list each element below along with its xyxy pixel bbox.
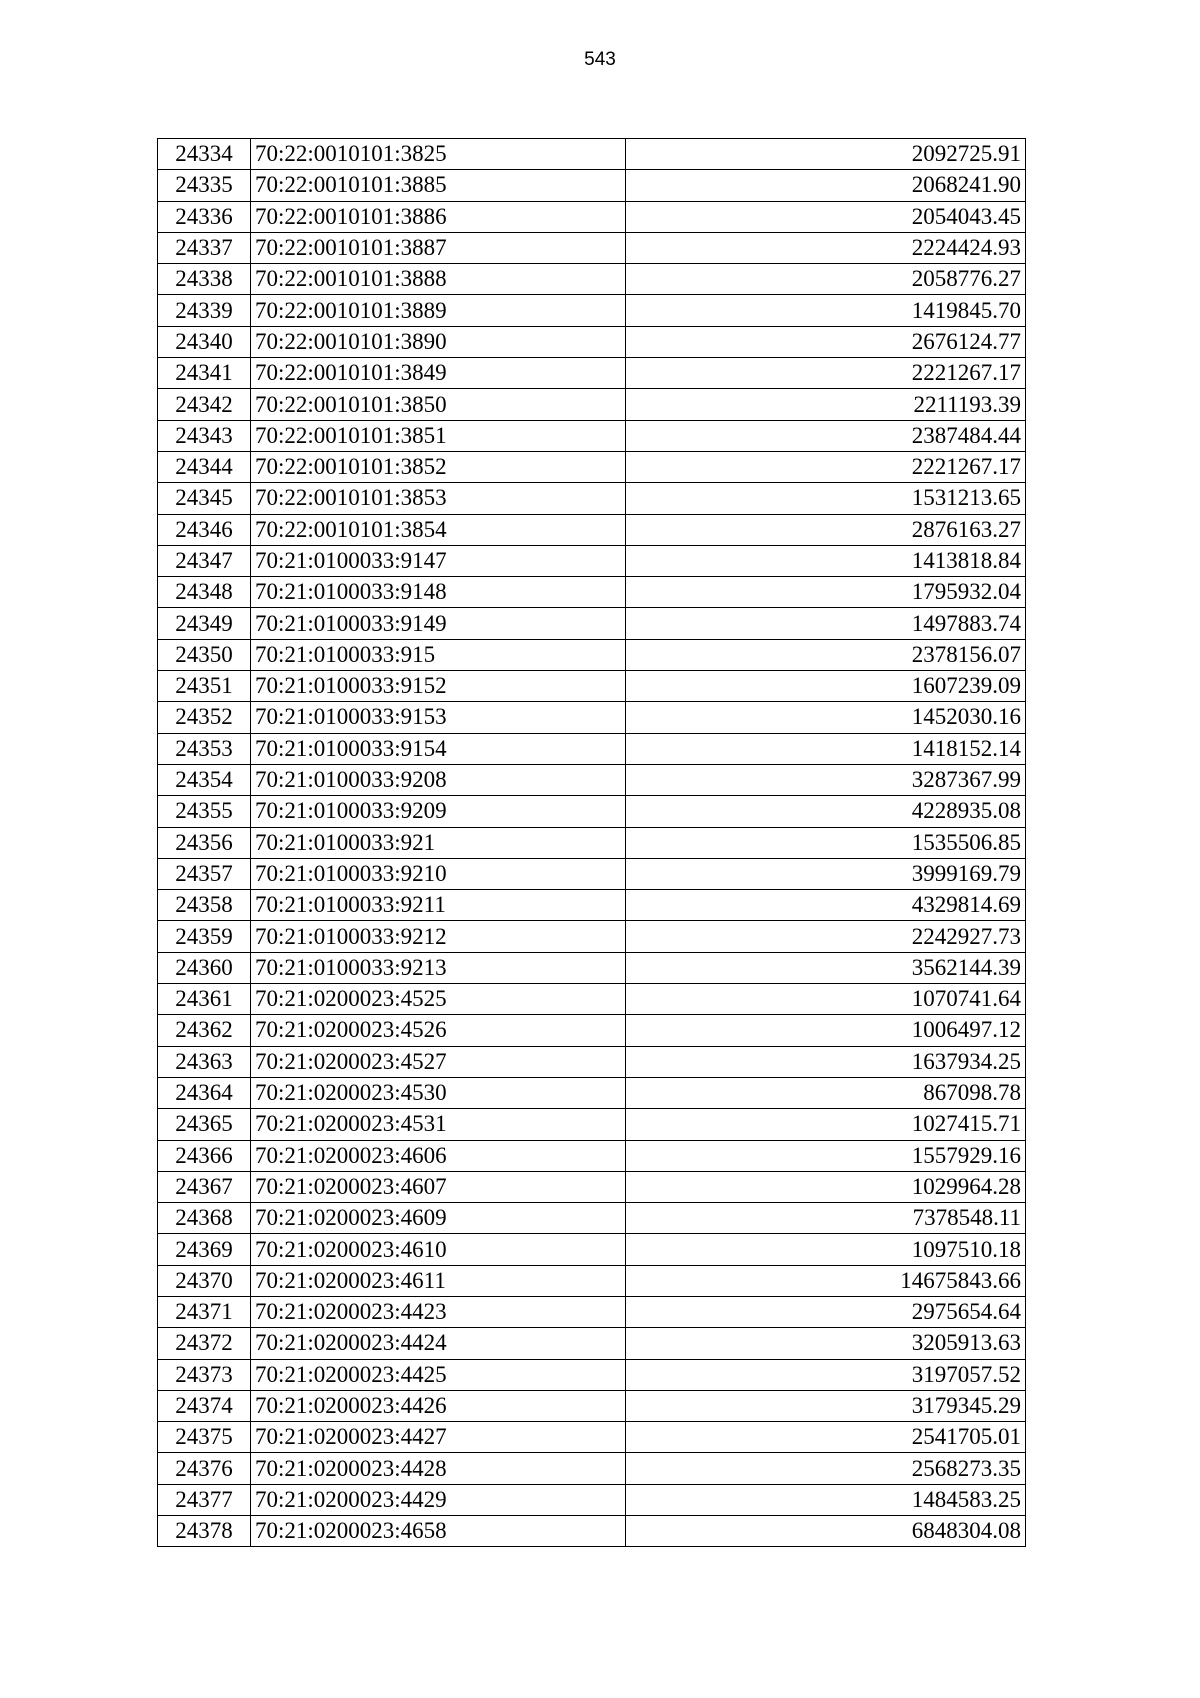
table-row <box>158 1265 1026 1296</box>
value-cell: 2211193.39 <box>626 389 1026 420</box>
row-number-cell: 24352 <box>158 702 251 733</box>
value-cell: 2058776.27 <box>626 264 1026 295</box>
value-cell: 867098.78 <box>626 1077 1026 1108</box>
table-row <box>158 577 1026 608</box>
table-row <box>158 1359 1026 1390</box>
cadastral-number-cell: 70:21:0200023:4527 <box>251 1046 626 1077</box>
value-cell: 6848304.08 <box>626 1516 1026 1547</box>
value-cell: 14675843.66 <box>626 1265 1026 1296</box>
row-number-cell: 24370 <box>158 1265 251 1296</box>
value-cell: 2242927.73 <box>626 921 1026 952</box>
cadastral-number-cell: 70:21:0200023:4610 <box>251 1234 626 1265</box>
table-row <box>158 1046 1026 1077</box>
table-row <box>158 420 1026 451</box>
value-cell: 2092725.91 <box>626 139 1026 170</box>
cadastral-number-cell: 70:21:0100033:915 <box>251 639 626 670</box>
table-row <box>158 1140 1026 1171</box>
row-number-cell: 24340 <box>158 326 251 357</box>
row-number-cell: 24345 <box>158 483 251 514</box>
row-number-cell: 24367 <box>158 1171 251 1202</box>
row-number-cell: 24346 <box>158 514 251 545</box>
table-row <box>158 1077 1026 1108</box>
row-number-cell: 24364 <box>158 1077 251 1108</box>
table-row <box>158 1328 1026 1359</box>
row-number-cell: 24365 <box>158 1109 251 1140</box>
cadastral-number-cell: 70:21:0200023:4526 <box>251 1015 626 1046</box>
value-cell: 3197057.52 <box>626 1359 1026 1390</box>
row-number-cell: 24360 <box>158 952 251 983</box>
cadastral-number-cell: 70:21:0200023:4607 <box>251 1171 626 1202</box>
value-cell: 2975654.64 <box>626 1296 1026 1327</box>
row-number-cell: 24362 <box>158 1015 251 1046</box>
table-row <box>158 1171 1026 1202</box>
cadastral-number-cell: 70:21:0100033:9213 <box>251 952 626 983</box>
row-number-cell: 24337 <box>158 232 251 263</box>
cadastral-number-cell: 70:21:0200023:4426 <box>251 1390 626 1421</box>
value-cell: 1497883.74 <box>626 608 1026 639</box>
cadastral-number-cell: 70:21:0100033:9209 <box>251 796 626 827</box>
value-cell: 3562144.39 <box>626 952 1026 983</box>
table-row <box>158 451 1026 482</box>
cadastral-number-cell: 70:22:0010101:3853 <box>251 483 626 514</box>
cadastral-number-cell: 70:21:0200023:4530 <box>251 1077 626 1108</box>
row-number-cell: 24372 <box>158 1328 251 1359</box>
cadastral-number-cell: 70:21:0200023:4611 <box>251 1265 626 1296</box>
row-number-cell: 24344 <box>158 451 251 482</box>
row-number-cell: 24371 <box>158 1296 251 1327</box>
cadastral-number-cell: 70:21:0100033:9152 <box>251 671 626 702</box>
cadastral-value-table <box>157 138 1026 1547</box>
value-cell: 1006497.12 <box>626 1015 1026 1046</box>
value-cell: 2676124.77 <box>626 326 1026 357</box>
table-row <box>158 170 1026 201</box>
row-number-cell: 24375 <box>158 1422 251 1453</box>
row-number-cell: 24363 <box>158 1046 251 1077</box>
row-number-cell: 24341 <box>158 358 251 389</box>
row-number-cell: 24366 <box>158 1140 251 1171</box>
row-number-cell: 24338 <box>158 264 251 295</box>
cadastral-number-cell: 70:21:0200023:4525 <box>251 984 626 1015</box>
table-row <box>158 1109 1026 1140</box>
value-cell: 2224424.93 <box>626 232 1026 263</box>
row-number-cell: 24369 <box>158 1234 251 1265</box>
row-number-cell: 24374 <box>158 1390 251 1421</box>
table-row <box>158 1453 1026 1484</box>
cadastral-number-cell: 70:21:0200023:4429 <box>251 1484 626 1515</box>
value-cell: 3999169.79 <box>626 858 1026 889</box>
value-cell: 2387484.44 <box>626 420 1026 451</box>
table-row <box>158 358 1026 389</box>
cadastral-number-cell: 70:22:0010101:3850 <box>251 389 626 420</box>
value-cell: 7378548.11 <box>626 1203 1026 1234</box>
row-number-cell: 24350 <box>158 639 251 670</box>
cadastral-number-cell: 70:21:0200023:4531 <box>251 1109 626 1140</box>
row-number-cell: 24355 <box>158 796 251 827</box>
table-row <box>158 483 1026 514</box>
value-cell: 1531213.65 <box>626 483 1026 514</box>
cadastral-number-cell: 70:22:0010101:3890 <box>251 326 626 357</box>
cadastral-number-cell: 70:22:0010101:3825 <box>251 139 626 170</box>
cadastral-number-cell: 70:21:0100033:9148 <box>251 577 626 608</box>
row-number-cell: 24336 <box>158 201 251 232</box>
cadastral-number-cell: 70:21:0100033:9208 <box>251 764 626 795</box>
cadastral-number-cell: 70:22:0010101:3888 <box>251 264 626 295</box>
value-cell: 1452030.16 <box>626 702 1026 733</box>
row-number-cell: 24334 <box>158 139 251 170</box>
value-cell: 1535506.85 <box>626 827 1026 858</box>
cadastral-number-cell: 70:21:0200023:4423 <box>251 1296 626 1327</box>
table-row <box>158 827 1026 858</box>
cadastral-number-cell: 70:21:0200023:4606 <box>251 1140 626 1171</box>
cadastral-number-cell: 70:22:0010101:3852 <box>251 451 626 482</box>
cadastral-number-cell: 70:22:0010101:3849 <box>251 358 626 389</box>
cadastral-number-cell: 70:21:0100033:9212 <box>251 921 626 952</box>
cadastral-number-cell: 70:21:0200023:4424 <box>251 1328 626 1359</box>
row-number-cell: 24354 <box>158 764 251 795</box>
table-row <box>158 858 1026 889</box>
table-row <box>158 326 1026 357</box>
table-row <box>158 232 1026 263</box>
row-number-cell: 24342 <box>158 389 251 420</box>
value-cell: 4228935.08 <box>626 796 1026 827</box>
row-number-cell: 24348 <box>158 577 251 608</box>
table-row <box>158 733 1026 764</box>
value-cell: 1027415.71 <box>626 1109 1026 1140</box>
table-row <box>158 671 1026 702</box>
row-number-cell: 24356 <box>158 827 251 858</box>
cadastral-number-cell: 70:21:0200023:4428 <box>251 1453 626 1484</box>
table-row <box>158 952 1026 983</box>
value-cell: 1484583.25 <box>626 1484 1026 1515</box>
table-row <box>158 264 1026 295</box>
cadastral-number-cell: 70:21:0100033:921 <box>251 827 626 858</box>
cadastral-number-cell: 70:22:0010101:3889 <box>251 295 626 326</box>
value-cell: 1419845.70 <box>626 295 1026 326</box>
value-cell: 1413818.84 <box>626 545 1026 576</box>
row-number-cell: 24351 <box>158 671 251 702</box>
value-cell: 2054043.45 <box>626 201 1026 232</box>
value-cell: 1418152.14 <box>626 733 1026 764</box>
table-row <box>158 1516 1026 1547</box>
cadastral-number-cell: 70:21:0100033:9154 <box>251 733 626 764</box>
table-row <box>158 984 1026 1015</box>
value-cell: 3287367.99 <box>626 764 1026 795</box>
table-row <box>158 764 1026 795</box>
cadastral-number-cell: 70:21:0100033:9149 <box>251 608 626 639</box>
row-number-cell: 24343 <box>158 420 251 451</box>
value-cell: 3205913.63 <box>626 1328 1026 1359</box>
cadastral-number-cell: 70:21:0100033:9210 <box>251 858 626 889</box>
row-number-cell: 24378 <box>158 1516 251 1547</box>
cadastral-number-cell: 70:22:0010101:3886 <box>251 201 626 232</box>
table-row <box>158 1015 1026 1046</box>
table-row <box>158 1296 1026 1327</box>
row-number-cell: 24335 <box>158 170 251 201</box>
cadastral-number-cell: 70:22:0010101:3887 <box>251 232 626 263</box>
table-row <box>158 139 1026 170</box>
row-number-cell: 24376 <box>158 1453 251 1484</box>
cadastral-number-cell: 70:21:0100033:9211 <box>251 890 626 921</box>
row-number-cell: 24357 <box>158 858 251 889</box>
table-row <box>158 796 1026 827</box>
table-row <box>158 608 1026 639</box>
value-cell: 1029964.28 <box>626 1171 1026 1202</box>
row-number-cell: 24347 <box>158 545 251 576</box>
table-row <box>158 890 1026 921</box>
table-row <box>158 1234 1026 1265</box>
table-row <box>158 921 1026 952</box>
row-number-cell: 24361 <box>158 984 251 1015</box>
page-number: 543 <box>584 49 616 70</box>
cadastral-number-cell: 70:22:0010101:3854 <box>251 514 626 545</box>
row-number-cell: 24373 <box>158 1359 251 1390</box>
table-row <box>158 545 1026 576</box>
row-number-cell: 24359 <box>158 921 251 952</box>
row-number-cell: 24358 <box>158 890 251 921</box>
value-cell: 1070741.64 <box>626 984 1026 1015</box>
table-row <box>158 201 1026 232</box>
value-cell: 1097510.18 <box>626 1234 1026 1265</box>
value-cell: 3179345.29 <box>626 1390 1026 1421</box>
table-row <box>158 295 1026 326</box>
table-row <box>158 702 1026 733</box>
value-cell: 2378156.07 <box>626 639 1026 670</box>
cadastral-number-cell: 70:22:0010101:3885 <box>251 170 626 201</box>
value-cell: 2541705.01 <box>626 1422 1026 1453</box>
value-cell: 1607239.09 <box>626 671 1026 702</box>
value-cell: 2068241.90 <box>626 170 1026 201</box>
table-row <box>158 1484 1026 1515</box>
value-cell: 1637934.25 <box>626 1046 1026 1077</box>
cadastral-number-cell: 70:21:0100033:9147 <box>251 545 626 576</box>
value-cell: 2221267.17 <box>626 358 1026 389</box>
table-row <box>158 514 1026 545</box>
cadastral-number-cell: 70:21:0200023:4658 <box>251 1516 626 1547</box>
value-cell: 1557929.16 <box>626 1140 1026 1171</box>
value-cell: 4329814.69 <box>626 890 1026 921</box>
value-cell: 2568273.35 <box>626 1453 1026 1484</box>
row-number-cell: 24349 <box>158 608 251 639</box>
table-row <box>158 1203 1026 1234</box>
table-row <box>158 1422 1026 1453</box>
row-number-cell: 24339 <box>158 295 251 326</box>
cadastral-number-cell: 70:21:0100033:9153 <box>251 702 626 733</box>
table-row <box>158 1390 1026 1421</box>
value-cell: 1795932.04 <box>626 577 1026 608</box>
row-number-cell: 24368 <box>158 1203 251 1234</box>
row-number-cell: 24377 <box>158 1484 251 1515</box>
table-row <box>158 639 1026 670</box>
cadastral-number-cell: 70:21:0200023:4427 <box>251 1422 626 1453</box>
cadastral-number-cell: 70:21:0200023:4425 <box>251 1359 626 1390</box>
cadastral-number-cell: 70:21:0200023:4609 <box>251 1203 626 1234</box>
cadastral-number-cell: 70:22:0010101:3851 <box>251 420 626 451</box>
value-cell: 2221267.17 <box>626 451 1026 482</box>
table-row <box>158 389 1026 420</box>
table-body <box>158 139 1026 1547</box>
value-cell: 2876163.27 <box>626 514 1026 545</box>
row-number-cell: 24353 <box>158 733 251 764</box>
